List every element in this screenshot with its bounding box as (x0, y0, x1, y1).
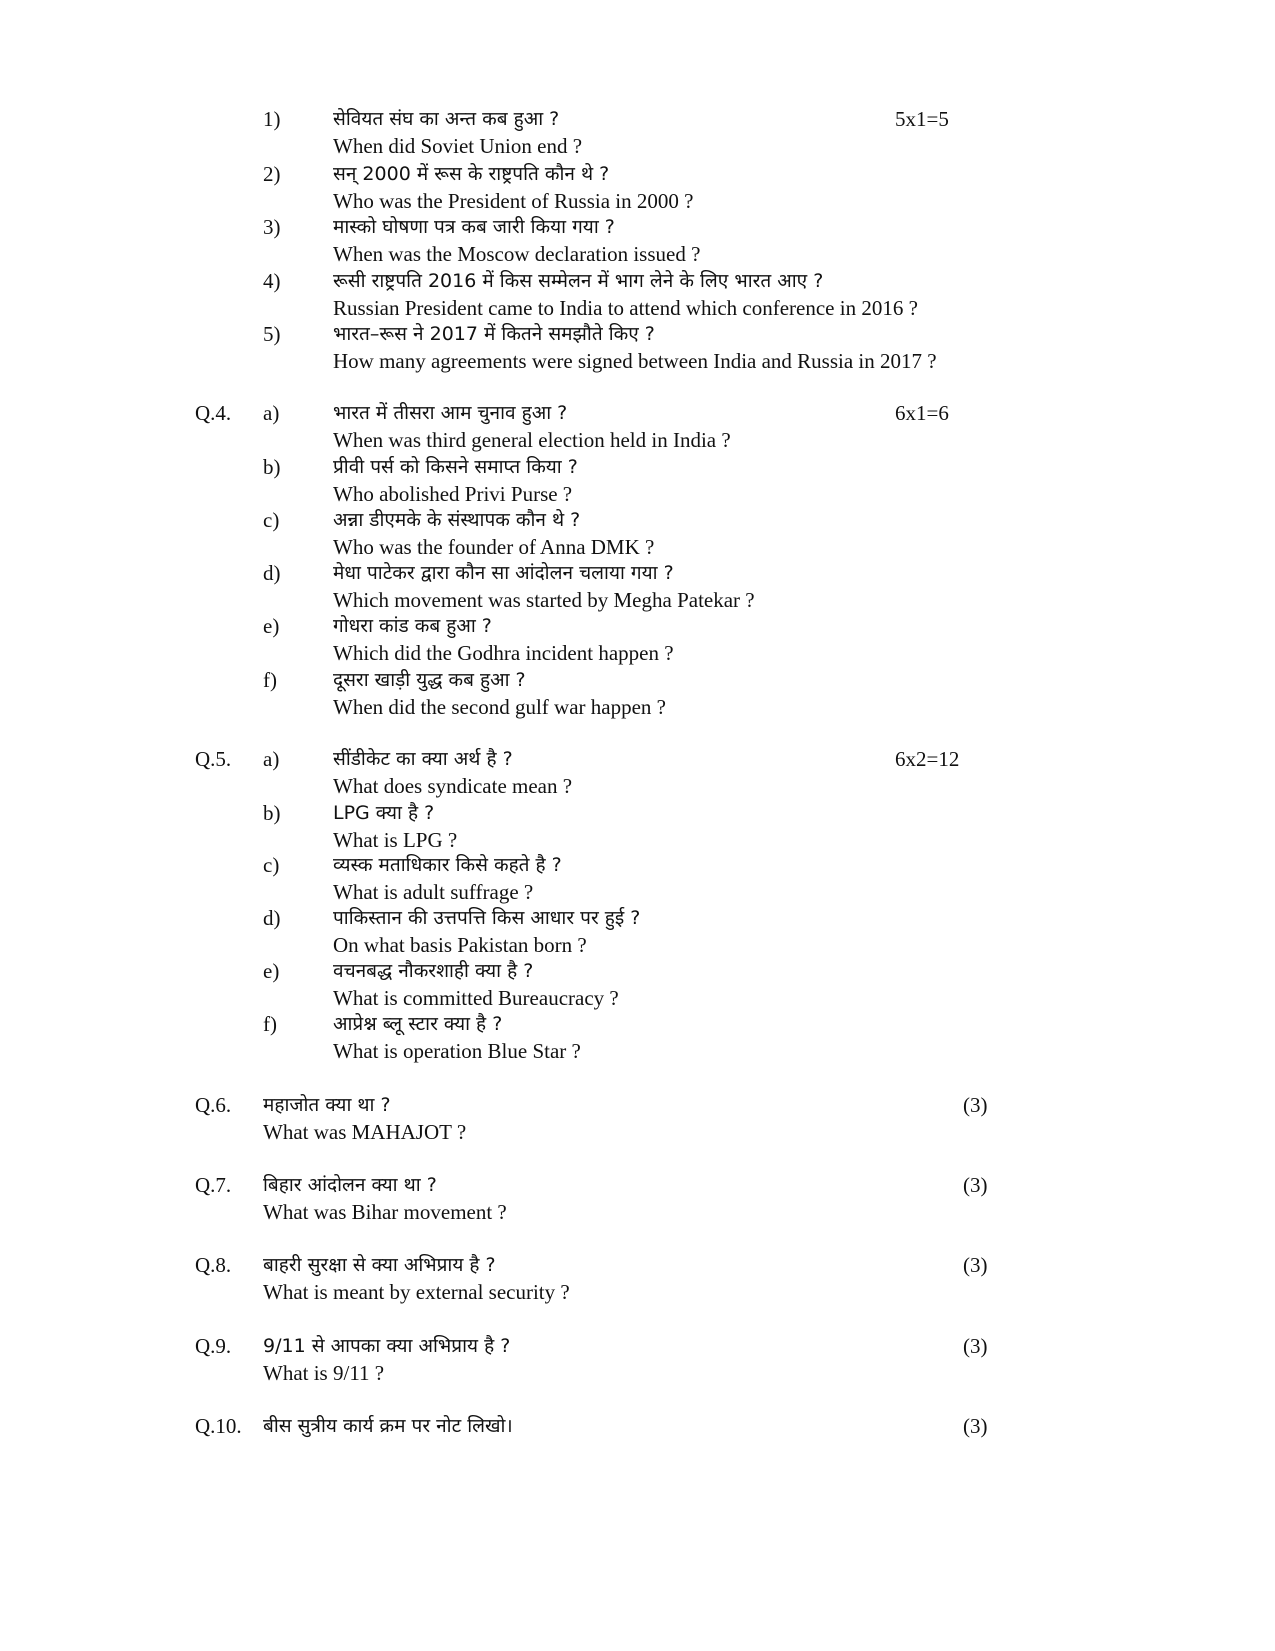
item-label: d) (263, 906, 281, 930)
question-english: How many agreements were signed between India and Russia in 2017 ? (333, 349, 937, 373)
question-hindi: दूसरा खाड़ी युद्ध कब हुआ ? (333, 669, 526, 691)
question-english: What is LPG ? (333, 828, 458, 852)
question-hindi: भारत–रूस ने 2017 में कितने समझौते किए ? (333, 323, 655, 345)
question-hindi: महाजोत क्या था ? (263, 1094, 391, 1116)
question-hindi: LPG क्या है ? (333, 802, 435, 824)
question-hindi: बाहरी सुरक्षा से क्या अभिप्राय है ? (263, 1254, 496, 1276)
question-english: When did Soviet Union end ? (333, 134, 583, 158)
question-english: Who was the founder of Anna DMK ? (333, 535, 655, 559)
marks-label: (3) (963, 1173, 988, 1197)
item-label: 3) (263, 215, 281, 239)
marks-label: (3) (963, 1253, 988, 1277)
question-hindi: बीस सुत्रीय कार्य क्रम पर नोट लिखो। (263, 1415, 513, 1437)
question-english: Russian President came to India to attend which conference in 2016 ? (333, 296, 918, 320)
question-english: Who was the President of Russia in 2000 ? (333, 189, 694, 213)
item-label: a) (263, 747, 280, 771)
question-hindi: सन् 2000 में रूस के राष्ट्रपति कौन थे ? (333, 163, 610, 185)
question-english: When was third general election held in India ? (333, 428, 731, 452)
question-number: Q.5. (195, 747, 232, 771)
question-number: Q.10. (195, 1414, 242, 1438)
item-label: 5) (263, 322, 281, 346)
question-english: What is meant by external security ? (263, 1280, 570, 1304)
question-hindi: वचनबद्ध नौकरशाही क्या है ? (333, 960, 534, 982)
question-hindi: सींडीकेट का क्या अर्थ है ? (333, 748, 513, 770)
question-number: Q.8. (195, 1253, 232, 1277)
marks-label: (3) (963, 1334, 988, 1358)
question-english: What is 9/11 ? (263, 1361, 385, 1385)
item-label: a) (263, 401, 280, 425)
item-label: c) (263, 508, 280, 532)
question-hindi: गोधरा कांड कब हुआ ? (333, 615, 492, 637)
question-hindi: मेधा पाटेकर द्वारा कौन सा आंदोलन चलाया गया ? (333, 562, 674, 584)
item-label: f) (263, 1012, 277, 1036)
question-english: What was Bihar movement ? (263, 1200, 507, 1224)
item-label: b) (263, 801, 281, 825)
item-label: f) (263, 668, 277, 692)
item-label: 2) (263, 162, 281, 186)
marks-label: 6x1=6 (895, 401, 949, 425)
question-hindi: पाकिस्तान की उत्तपत्ति किस आधार पर हुई ? (333, 907, 641, 929)
question-hindi: व्यस्क मताधिकार किसे कहते है ? (333, 854, 562, 876)
question-english: When was the Moscow declaration issued ? (333, 242, 701, 266)
marks-label: (3) (963, 1414, 988, 1438)
marks-label: 6x2=12 (895, 747, 960, 771)
question-english: What was MAHAJOT ? (263, 1120, 467, 1144)
question-english: Which did the Godhra incident happen ? (333, 641, 674, 665)
question-hindi: मास्को घोषणा पत्र कब जारी किया गया ? (333, 216, 615, 238)
question-english: What is adult suffrage ? (333, 880, 534, 904)
question-hindi: सेवियत संघ का अन्त कब हुआ ? (333, 108, 560, 130)
question-number: Q.7. (195, 1173, 232, 1197)
marks-label: 5x1=5 (895, 107, 949, 131)
item-label: 1) (263, 107, 281, 131)
item-label: 4) (263, 269, 281, 293)
question-english: What is committed Bureaucracy ? (333, 986, 619, 1010)
question-number: Q.9. (195, 1334, 232, 1358)
question-number: Q.6. (195, 1093, 232, 1117)
question-english: Who abolished Privi Purse ? (333, 482, 573, 506)
marks-label: (3) (963, 1093, 988, 1117)
question-number: Q.4. (195, 401, 232, 425)
question-english: When did the second gulf war happen ? (333, 695, 666, 719)
item-label: e) (263, 614, 280, 638)
question-english: On what basis Pakistan born ? (333, 933, 587, 957)
question-english: What is operation Blue Star ? (333, 1039, 581, 1063)
item-label: d) (263, 561, 281, 585)
question-hindi: 9/11 से आपका क्या अभिप्राय है ? (263, 1335, 511, 1357)
question-english: What does syndicate mean ? (333, 774, 573, 798)
item-label: c) (263, 853, 280, 877)
question-hindi: आप्रेश्न ब्लू स्टार क्या है ? (333, 1013, 503, 1035)
item-label: e) (263, 959, 280, 983)
question-hindi: बिहार आंदोलन क्या था ? (263, 1174, 437, 1196)
item-label: b) (263, 455, 281, 479)
question-hindi: अन्ना डीएमके के संस्थापक कौन थे ? (333, 509, 581, 531)
question-english: Which movement was started by Megha Patekar ? (333, 588, 755, 612)
question-hindi: प्रीवी पर्स को किसने समाप्त किया ? (333, 456, 578, 478)
question-hindi: भारत में तीसरा आम चुनाव हुआ ? (333, 402, 568, 424)
question-hindi: रूसी राष्ट्रपति 2016 में किस सम्मेलन में भाग लेने के लिए भारत आए ? (333, 270, 824, 292)
